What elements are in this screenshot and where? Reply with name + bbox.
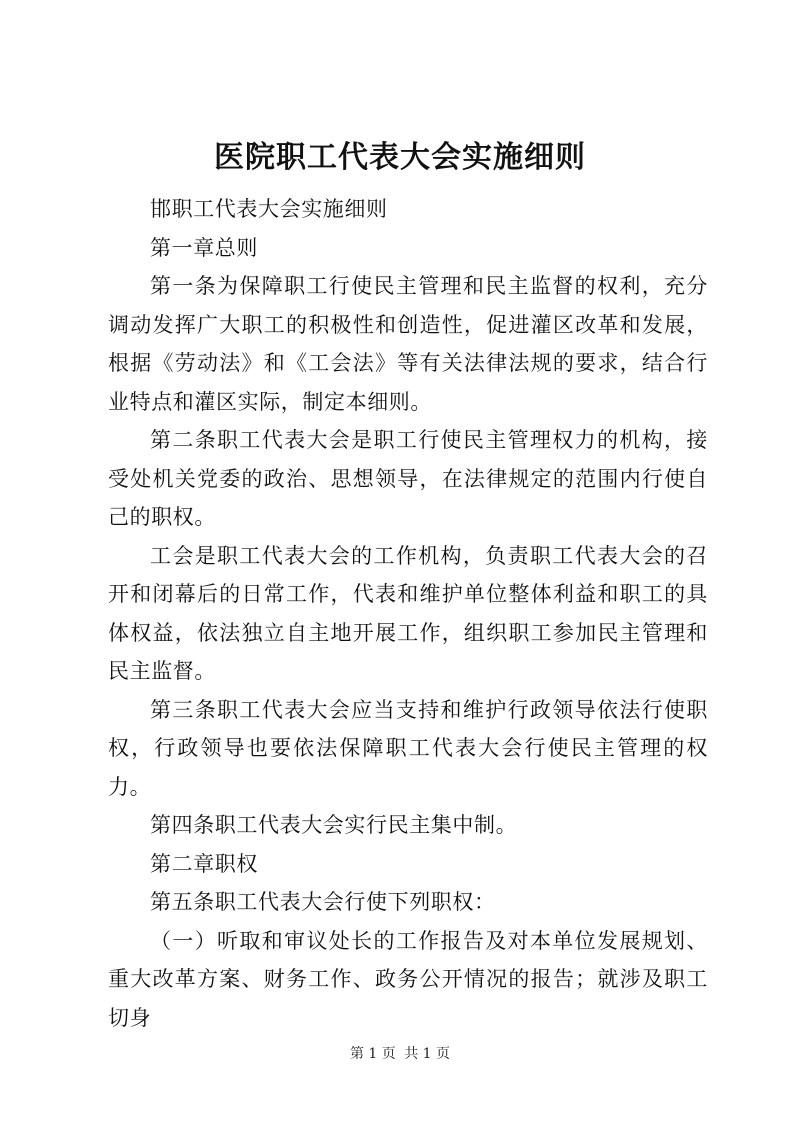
page-number: 第 1 页 bbox=[349, 1046, 396, 1062]
paragraph-item-1: （一）听取和审议处长的工作报告及对本单位发展规划、重大改革方案、财务工作、政务公开情况的报告；就涉及职工切身 bbox=[108, 928, 708, 1030]
page-total: 共 1 页 bbox=[404, 1046, 451, 1062]
paragraph-article-1: 第一条为保障职工行使民主管理和民主监督的权利，充分调动发挥广大职工的积极性和创造性，促进灌区改革和发展，根据《劳动法》和《工会法》等有关法律法规的要求，结合行业特点和灌区实际，制定本细则。 bbox=[108, 274, 708, 414]
paragraph-article-5: 第五条职工代表大会行使下列职权： bbox=[150, 890, 496, 914]
page-footer bbox=[0, 1044, 800, 1064]
document-title: 医院职工代表大会实施细则 bbox=[214, 140, 586, 175]
document-body bbox=[108, 190, 708, 1037]
paragraph-subtitle: 邯职工代表大会实施细则 bbox=[150, 197, 388, 221]
paragraph-article-2: 第二条职工代表大会是职工行使民主管理权力的机构，接受处机关党委的政治、思想领导，在法律规定的范围内行使自己的职权。 bbox=[108, 428, 708, 529]
paragraph-union: 工会是职工代表大会的工作机构，负责职工代表大会的召开和闭幕后的日常工作，代表和维护单位整体利益和职工的具体权益，依法独立自主地开展工作，组织职工参加民主管理和民主监督。 bbox=[108, 543, 708, 683]
paragraph-chapter-2: 第二章职权 bbox=[150, 851, 258, 876]
paragraph-article-3: 第三条职工代表大会应当支持和维护行政领导依法行使职权，行政领导也要依法保障职工代表大会行使民主管理的权力。 bbox=[108, 697, 708, 799]
paragraph-chapter-1: 第一章总则 bbox=[150, 235, 258, 260]
paragraph-article-4: 第四条职工代表大会实行民主集中制。 bbox=[150, 813, 518, 837]
